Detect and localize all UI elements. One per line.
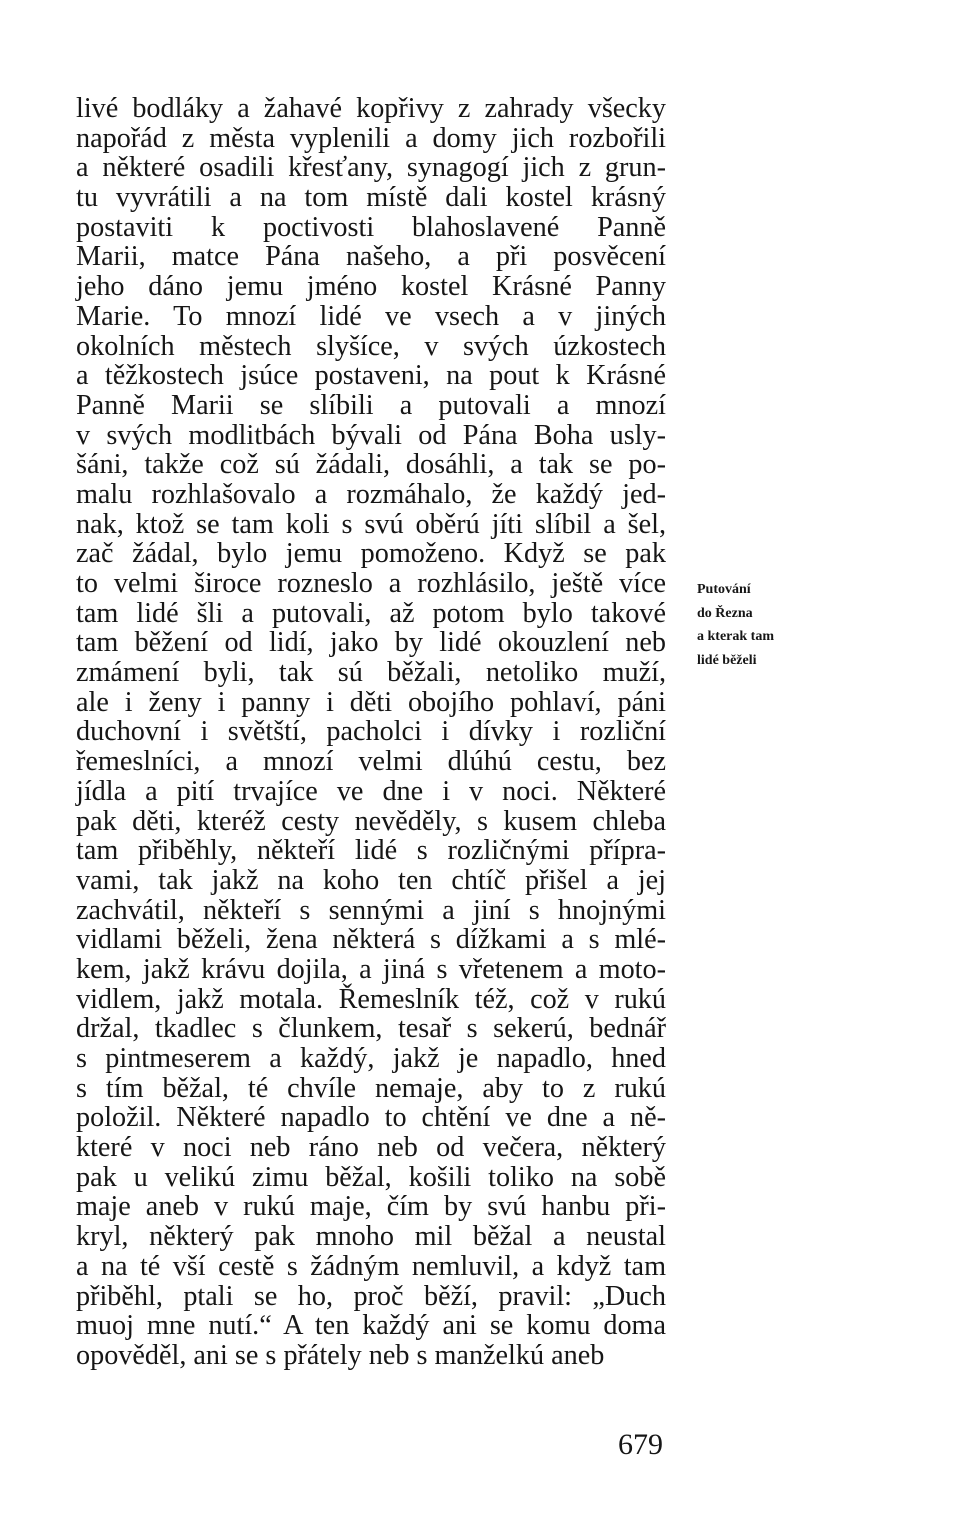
body-text	[76, 94, 666, 1371]
text-line: šáni, takže což sú žádali, dosáhli, a tak se po-	[76, 449, 666, 481]
text-line: zač žádal, bylo jemu pomoženo. Když se pak	[76, 538, 666, 570]
text-line: tam lidé šli a putovali, až potom bylo takové	[76, 597, 666, 629]
text-line: nak, ktož se tam koli s svú oběrú jíti slíbil a šel,	[76, 508, 666, 540]
text-line: livé bodláky a žahavé kopřivy z zahrady všecky	[76, 93, 666, 124]
text-line: položil. Některé napadlo to chtění ve dne a ně-	[76, 1102, 666, 1134]
margin-note	[697, 578, 827, 672]
text-line: přiběhl, ptali se ho, proč běží, pravil: „Duch	[76, 1280, 666, 1312]
text-line: Panně Marii se slíbili a putovali a mnozí	[76, 389, 666, 421]
margin-note-line: do Řezna	[697, 605, 753, 621]
text-line: to velmi široce rozneslo a rozhlásilo, ještě více	[76, 568, 666, 599]
text-line: napořád z města vyplenili a domy jich rozbořili	[76, 122, 666, 154]
text-line: řemeslníci, a mnozí velmi dlúhú cestu, bez	[76, 746, 666, 778]
text-line: tam přiběhly, někteří lidé s rozličnými přípra-	[76, 835, 666, 867]
text-line: duchovní i světští, pacholci i dívky i rozliční	[76, 716, 666, 748]
text-line: s pintmeserem a každý, jakž je napadlo, hned	[76, 1043, 666, 1074]
text-line: Marii, matce Pána našeho, a při posvěcení	[76, 241, 666, 273]
text-line: malu rozhlašovalo a rozmáhalo, že každý jed-	[76, 478, 666, 510]
text-line: které v noci neb ráno neb od večera, některý	[76, 1132, 666, 1164]
text-line: vidlem, jakž motala. Řemeslník též, což v rukú	[76, 983, 666, 1015]
text-line: jeho dáno jemu jméno kostel Krásné Panny	[76, 271, 666, 303]
margin-note-line: Putování	[697, 582, 751, 597]
text-line: Marie. To mnozí lidé ve vsech a v jiných	[76, 300, 666, 332]
text-line: a těžkostech jsúce postaveni, na pout k Krásné	[76, 360, 666, 392]
text-line: pak u velikú zimu běžal, košili toliko na sobě	[76, 1161, 666, 1193]
text-line: pak děti, kteréž cesty nevěděly, s kusem chleba	[76, 805, 666, 837]
text-line: vidlami běželi, žena některá s dížkami a s mlé-	[76, 924, 666, 956]
text-line: tu vyvrátili a na tom místě dali kostel krásný	[76, 182, 666, 214]
text-line: ale i ženy i panny i děti obojího pohlaví, páni	[76, 686, 666, 718]
text-line: vami, tak jakž na koho ten chtíč přišel a jej	[76, 864, 666, 896]
text-line: zachvátil, někteří s sennými a jiní s hnojnými	[76, 894, 666, 926]
text-line: s tím běžal, té chvíle nemaje, aby to z rukú	[76, 1072, 666, 1104]
text-line: okolních městech slyšíce, v svých úzkostech	[76, 330, 666, 362]
page-number: 679	[618, 1428, 663, 1461]
margin-note-line: a kterak tam	[697, 629, 774, 644]
text-line: kryl, některý pak mnoho mil běžal a neustal	[76, 1221, 666, 1253]
text-line: opověděl, ani se s přátely neb s manželkú aneb	[76, 1339, 605, 1371]
text-line: kem, jakž krávu dojila, a jiná s vřetenem a moto-	[76, 953, 666, 985]
text-line: zmámení byli, tak sú běžali, netoliko muží,	[76, 657, 666, 689]
margin-note-line: lidé běželi	[697, 652, 757, 668]
text-line: a na té vší cestě s žádným nemluvil, a když tam	[76, 1250, 666, 1282]
text-line: v svých modlitbách bývali od Pána Boha usly-	[76, 419, 666, 451]
text-line: muoj mne nutí.“ A ten každý ani se komu doma	[76, 1310, 666, 1342]
text-line: tam běžení od lidí, jako by lidé okouzlení neb	[76, 627, 666, 659]
text-line: maje aneb v rukú maje, čím by svú hanbu při-	[76, 1191, 666, 1223]
text-line: a některé osadili křesťany, synagogí jich z grun-	[76, 152, 666, 184]
text-line: jídla a pití trvajíce ve dne i v noci. Některé	[76, 775, 666, 807]
text-line: držal, tkadlec s člunkem, tesař s sekerú, bednář	[76, 1013, 666, 1045]
text-line: postaviti k poctivosti blahoslavené Panně	[76, 211, 666, 243]
